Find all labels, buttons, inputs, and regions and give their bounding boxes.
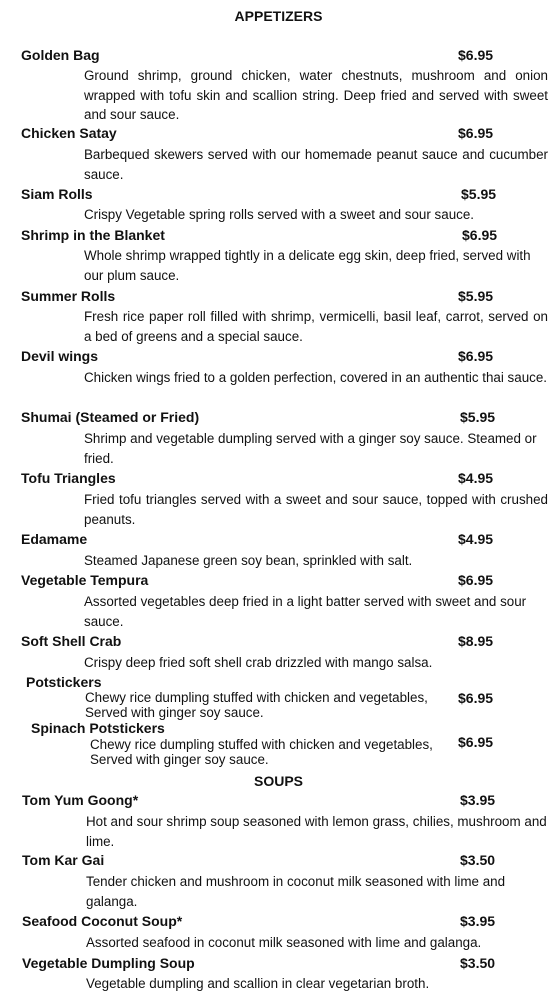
item-price: $6.95 xyxy=(458,47,494,63)
item-price: $5.95 xyxy=(458,288,494,304)
item-name: Shrimp in the Blanket xyxy=(21,227,165,243)
item-description: Assorted vegetables deep fried in a light batter served with sweet and sour sauce. xyxy=(84,594,527,629)
item-price: $5.95 xyxy=(460,409,496,425)
item-name: Tofu Triangles xyxy=(21,470,116,486)
item-name: Seafood Coconut Soup* xyxy=(22,913,183,929)
item-description: Hot and sour shrimp soup seasoned with lemon grass, chilies, mushroom and lime. xyxy=(86,814,547,849)
section-title-appetizers: APPETIZERS xyxy=(234,8,323,24)
item-price: $4.95 xyxy=(458,470,494,486)
item-price: $4.95 xyxy=(458,531,494,547)
item-name: Shumai (Steamed or Fried) xyxy=(21,409,200,425)
item-description: Ground shrimp, ground chicken, water chestnuts, mushroom and onion wrapped with tofu skin and scallion string. Deep fried and served with sweet and sour sauce. xyxy=(84,68,548,122)
item-name: Siam Rolls xyxy=(21,186,93,202)
item-description: Crispy deep fried soft shell crab drizzled with mango salsa. xyxy=(84,655,433,670)
item-name: Chicken Satay xyxy=(21,125,117,141)
item-price: $8.95 xyxy=(458,633,494,649)
item-name: Devil wings xyxy=(21,348,99,364)
item-description: Assorted seafood in coconut milk seasoned with lime and galanga. xyxy=(86,935,482,950)
item-name: Soft Shell Crab xyxy=(21,633,122,649)
item-description: Chewy rice dumpling stuffed with chicken and vegetables, Served with ginger soy sauce. xyxy=(85,690,428,720)
item-description: Steamed Japanese green soy bean, sprinkled with salt. xyxy=(84,553,413,568)
item-name: Golden Bag xyxy=(21,47,100,63)
item-name: Tom Kar Gai xyxy=(22,852,105,868)
item-price: $6.95 xyxy=(458,572,494,588)
item-name: Edamame xyxy=(21,531,88,547)
item-description: Whole shrimp wrapped tightly in a delicate egg skin, deep fried, served with our plum sauce. xyxy=(84,248,531,283)
item-description: Barbequed skewers served with our homemade peanut sauce and cucumber sauce. xyxy=(84,147,548,182)
item-description: Chicken wings fried to a golden perfection, covered in an authentic thai sauce. xyxy=(84,370,548,385)
item-description: Fried tofu triangles served with a sweet and sour sauce, topped with crushed peanuts. xyxy=(84,492,548,527)
item-price: $6.95 xyxy=(462,227,498,243)
item-price: $6.95 xyxy=(458,734,494,750)
item-price: $3.50 xyxy=(460,955,496,971)
item-price: $3.95 xyxy=(460,913,496,929)
item-description: Vegetable dumpling and scallion in clear vegetarian broth. xyxy=(86,976,430,991)
item-name: Spinach Potstickers xyxy=(31,720,165,736)
item-description: Chewy rice dumpling stuffed with chicken and vegetables, Served with ginger soy sauce. xyxy=(90,737,433,767)
item-price: $6.95 xyxy=(458,348,494,364)
section-title-soups: SOUPS xyxy=(253,773,303,789)
item-name: Vegetable Tempura xyxy=(21,572,149,588)
item-price: $3.50 xyxy=(460,852,496,868)
item-description: Shrimp and vegetable dumpling served with a ginger soy sauce. Steamed or fried. xyxy=(84,431,537,466)
item-name: Potstickers xyxy=(26,674,102,690)
item-price: $6.95 xyxy=(458,690,494,706)
item-price: $5.95 xyxy=(461,186,497,202)
item-name: Summer Rolls xyxy=(21,288,116,304)
item-price: $6.95 xyxy=(458,125,494,141)
item-price: $3.95 xyxy=(460,792,496,808)
item-name: Vegetable Dumpling Soup xyxy=(22,955,195,971)
item-name: Tom Yum Goong* xyxy=(22,792,139,808)
item-description: Crispy Vegetable spring rolls served with a sweet and sour sauce. xyxy=(84,207,475,222)
item-description: Tender chicken and mushroom in coconut milk seasoned with lime and galanga. xyxy=(86,874,506,909)
item-description: Fresh rice paper roll filled with shrimp, vermicelli, basil leaf, carrot, served on a bed of greens and a special sauce. xyxy=(84,309,548,344)
